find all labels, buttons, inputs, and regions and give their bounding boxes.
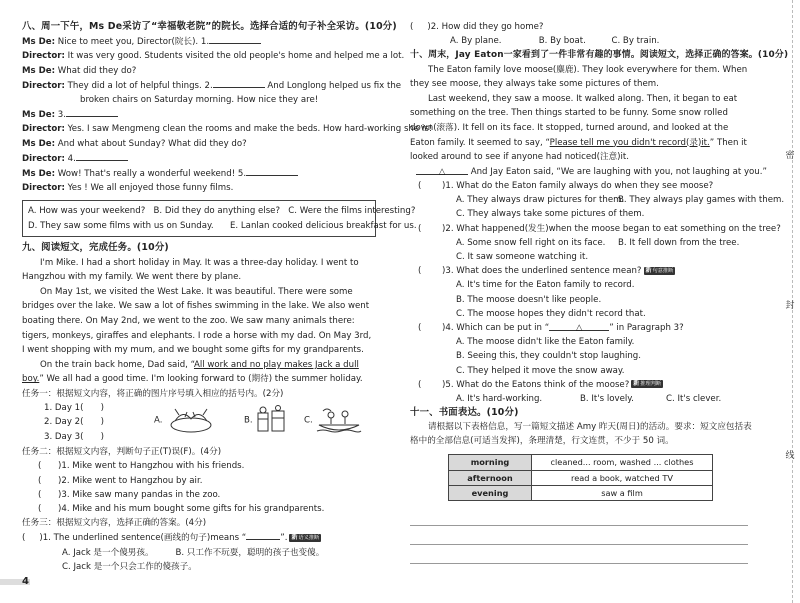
answer-paren[interactable]: ( xyxy=(38,504,42,514)
left-column xyxy=(22,0,433,603)
seal-char-feng: 封 xyxy=(785,301,795,311)
option-a: A. How was your weekend? xyxy=(28,206,146,217)
passage-paragraph-3: On the train back home, Dad said, “All work and no play makes Jack a dull boy.” We all had a good time. I'm looking forward to (期待) the summer holiday. xyxy=(22,359,363,385)
options-box xyxy=(22,200,417,237)
answer-paren[interactable]: ( xyxy=(418,379,422,390)
answer-paren[interactable]: ( xyxy=(38,461,42,472)
dialogue-line xyxy=(22,107,376,122)
option-row xyxy=(410,392,752,406)
answer-blank[interactable] xyxy=(213,78,265,88)
option-a: A. It's hard-working. xyxy=(456,394,543,405)
writing-line[interactable] xyxy=(410,545,748,564)
speaker-label: Ms De: xyxy=(22,138,56,149)
dialogue-text: Yes ! We all enjoyed those funny films. xyxy=(67,183,234,194)
question-text: )5. What do the Eatons think of the moose? xyxy=(442,379,630,390)
option-c: C. The moose hopes they didn't record that. xyxy=(456,308,646,319)
speaker-label: Ms De: xyxy=(22,110,56,121)
true-false-item xyxy=(22,459,376,473)
dialogue-text: 3. xyxy=(57,110,66,121)
true-false-item xyxy=(22,488,376,502)
statement-text: )1. Mike went to Hangzhou with his friends. xyxy=(58,461,245,472)
answer-paren[interactable]: ( xyxy=(418,223,422,234)
answer-blank[interactable] xyxy=(76,151,128,161)
right-column xyxy=(410,0,789,603)
question-text: )3. What does the underlined sentence mean? xyxy=(442,266,642,277)
day-1-answer[interactable]: 1. Day 1( ) xyxy=(44,403,104,414)
pic-a-label: A. xyxy=(154,415,163,426)
speaker-label: Ms De: xyxy=(22,65,56,76)
moose-paragraph-2: Last weekend, they saw a moose. It walked along. Then, it began to eat something on the tree. Then things started to be funny. Some snow rolled down(滚落). It fell on its face. It stopped, turned around, and looked at the Eaton family. It seemed to say, “Please tell me you didn't record(录)it.” Then it looked around to see if anyone had noticed(注意)it. xyxy=(410,93,747,163)
method-badge: 新语义推断 xyxy=(291,533,320,541)
dialogue-line xyxy=(22,49,405,63)
question-4 xyxy=(410,321,752,335)
q1-option-c: C. Jack 是一个只会工作的傻孩子。 xyxy=(62,561,197,572)
method-badge: 新句意推断 xyxy=(645,266,674,274)
option-c: C. Were the films interesting? xyxy=(288,206,416,217)
moose-questions xyxy=(410,179,785,406)
statement-text: )2. Mike went to Hangzhou by air. xyxy=(58,475,203,486)
writing-line[interactable] xyxy=(410,526,748,545)
speaker-label: Director: xyxy=(22,183,65,194)
statement-text: )4. Mike and his mum bought some gifts for his grandparents. xyxy=(58,504,325,514)
writing-prompt: 请根据以下表格信息，写一篇短文描述 Amy 昨天(周日)的活动。要求：短文应包括表格中的全部信息(可适当发挥)，条理清楚，行文连贯，不少于 50 词。 xyxy=(410,422,752,447)
dialogue-text-tail: And Longlong helped us fix the xyxy=(267,80,402,91)
option-b: B. The moose doesn't like people. xyxy=(456,294,602,305)
dialogue-line xyxy=(22,137,376,151)
speaker-label: Ms De: xyxy=(22,169,56,180)
question-2 xyxy=(410,222,781,236)
speaker-label: Director: xyxy=(22,80,65,91)
option-b: B. It fell down from the tree. xyxy=(618,237,740,248)
dialogue-text: It was very good. Students visited the old people's home and helped me a lot. xyxy=(67,51,405,62)
dialogue-line xyxy=(22,64,376,78)
page-number: 4 xyxy=(22,576,29,587)
answer-blank[interactable] xyxy=(209,34,261,44)
interview-dialogue xyxy=(22,34,433,195)
pic-c-label: C. xyxy=(304,415,313,426)
passage-paragraph-1: I'm Mike. I had a short holiday in May. It was a three-day holiday. I went to Hangzhou with my family. We went there by plane. xyxy=(22,257,359,283)
dialogue-line xyxy=(22,181,376,195)
table-row: afternoon read a book, watched TV xyxy=(449,470,713,485)
moose-paragraph-3: △ And Jay Eaton said, “We are laughing with you, not laughing at you.” xyxy=(410,165,752,179)
method-badge: 新推理判断 xyxy=(633,380,662,388)
q1-option-b: B. 只工作不玩耍，聪明的孩子也变傻。 xyxy=(175,547,325,558)
true-false-item xyxy=(22,502,376,516)
task-3-heading: 任务三：根据短文内容，选择正确的答案。(4分) xyxy=(22,518,207,529)
section-9-heading: 九、阅读短文，完成任务。(10分) xyxy=(22,242,169,254)
option-b: B. Did they do anything else? xyxy=(153,206,281,217)
q2-option-a: A. By plane. xyxy=(450,36,502,47)
answer-paren[interactable]: ( xyxy=(38,475,42,486)
question-text-tail: ” in Paragraph 3? xyxy=(609,323,684,333)
answer-paren[interactable]: ( xyxy=(38,489,42,500)
activity-table xyxy=(448,454,713,501)
option-a: A. Some snow fell right on its face. xyxy=(456,237,606,248)
section-11-heading: 十一、书面表达。(10分) xyxy=(410,407,519,419)
question-text: )2. What happened(发生)when the moose began to eat something on the tree? xyxy=(442,223,781,234)
dialogue-line xyxy=(22,34,376,49)
option-b: B. It's lovely. xyxy=(580,394,634,405)
dialogue-line xyxy=(22,93,376,107)
answer-blank[interactable] xyxy=(66,107,118,117)
q2-option-c: C. By train. xyxy=(611,36,660,47)
task-2-heading: 任务二：根据短文内容，判断句子正(T)误(F)。(4分) xyxy=(22,447,222,458)
seafood-sketch-icon xyxy=(165,405,217,435)
question-5 xyxy=(410,378,752,392)
answer-blank[interactable] xyxy=(246,166,298,176)
option-e: E. Lanlan cooked delicious breakfast for us. xyxy=(230,221,417,232)
seal-char-xian: 线 xyxy=(785,451,795,461)
answer-blank[interactable]: △ xyxy=(549,321,609,331)
option-a: A. It's time for the Eaton family to record. xyxy=(456,280,635,291)
dialogue-text: And what about Sunday? What did they do? xyxy=(57,138,247,149)
dialogue-line xyxy=(22,166,376,181)
true-false-list xyxy=(22,459,376,516)
option-c: C. It saw someone watching it. xyxy=(456,251,589,262)
speaker-label: Director: xyxy=(22,51,65,62)
pic-b-label: B. xyxy=(244,415,253,426)
people-shopping-sketch-icon xyxy=(255,405,289,435)
table-row: evening saw a film xyxy=(449,485,713,500)
question-1 xyxy=(410,179,752,193)
answer-paren[interactable]: ( xyxy=(418,180,422,191)
option-c: C. It's clever. xyxy=(666,394,722,405)
seal-char-mi: 密 xyxy=(785,151,795,161)
q1-option-a: A. Jack 是一个傻男孩。 xyxy=(62,547,154,558)
dialogue-text: Nice to meet you, Director(院长). 1. xyxy=(57,37,210,48)
q2-option-b: B. By boat. xyxy=(538,36,586,47)
question-text: )1. What do the Eaton family always do when they see moose? xyxy=(442,180,714,191)
dialogue-line xyxy=(22,122,433,136)
task-3-question-2: ( )2. How did they go home? xyxy=(410,22,544,32)
task-1-area xyxy=(22,401,376,445)
answer-paren[interactable]: ( xyxy=(418,266,422,277)
question-3 xyxy=(410,264,752,278)
statement-text: )3. Mike saw many pandas in the zoo. xyxy=(58,489,221,500)
day-2-answer[interactable]: 2. Day 2( ) xyxy=(44,417,104,428)
day-3-answer[interactable]: 3. Day 3( ) xyxy=(44,431,104,442)
dialogue-text: What did they do? xyxy=(57,65,137,76)
dialogue-text: They did a lot of helpful things. 2. xyxy=(67,80,213,91)
option-c: C. They always take some pictures of them. xyxy=(456,209,645,220)
true-false-item xyxy=(22,474,376,488)
writing-line[interactable] xyxy=(410,507,748,526)
boating-sketch-icon xyxy=(315,405,363,435)
speaker-label: Director: xyxy=(22,153,65,164)
option-a: A. The moose didn't like the Eaton family. xyxy=(456,337,635,348)
dialogue-line xyxy=(22,78,402,93)
answer-paren[interactable]: ( xyxy=(418,323,422,333)
option-row xyxy=(410,193,785,207)
speaker-label: Director: xyxy=(22,124,65,135)
dialogue-text: Wow! That's really a wonderful weekend! 5. xyxy=(57,169,247,180)
section-10-heading: 十、周末，Jay Eaton一家看到了一件非常有趣的事情。阅读短文，选择正确的答案。(10分) xyxy=(410,50,789,61)
dialogue-text: Yes. I saw Mengmeng clean the rooms and make the beds. How hard-working she is! xyxy=(67,124,433,135)
task-3-question-1: ( )1. The underlined sentence(画线的句子)means “ ”. 新语义推断 xyxy=(22,530,376,545)
question-text: )4. Which can be put in “ xyxy=(442,323,550,333)
option-b: B. Seeing this, they couldn't stop laughing. xyxy=(456,351,641,362)
option-d: D. They saw some films with us on Sunday. xyxy=(28,221,214,232)
option-b: B. They always play games with them. xyxy=(618,195,785,206)
speaker-label: Ms De: xyxy=(22,37,56,48)
dialogue-text: 4. xyxy=(67,153,76,164)
option-a: A. They always draw pictures for them. xyxy=(456,195,625,206)
section-8-heading: 八、周一下午，Ms De采访了“幸福敬老院”的院长。选择合适的句子补全采访。(10分) xyxy=(22,21,397,32)
table-row: morning cleaned... room, washed ... clothes xyxy=(449,455,713,470)
dialogue-line xyxy=(22,151,376,166)
option-row xyxy=(410,236,752,250)
task-1-heading: 任务一：根据短文内容，将正确的图片序号填入相应的括号内。(2分) xyxy=(22,388,284,399)
dialogue-text: broken chairs on Saturday morning. How nice they are! xyxy=(80,95,319,106)
passage-paragraph-2: On May 1st, we visited the West Lake. It was beautiful. There were some bridges over the lake. We saw a lot of fishes swimming in the lake. We also went boating there. On May 2nd, we went to the zoo. We saw many animals there: tigers, monkeys, giraffes and elephants. I rode a horse with my dad. On May 3rd, I went shopping with my mum, and we bought some gifts for my grandparents. xyxy=(22,286,372,356)
moose-paragraph-1: The Eaton family love moose(麋鹿). They look everywhere for them. When they see moose, they always take some pictures of them. xyxy=(410,64,748,90)
option-c: C. They helped it move the snow away. xyxy=(456,365,625,376)
